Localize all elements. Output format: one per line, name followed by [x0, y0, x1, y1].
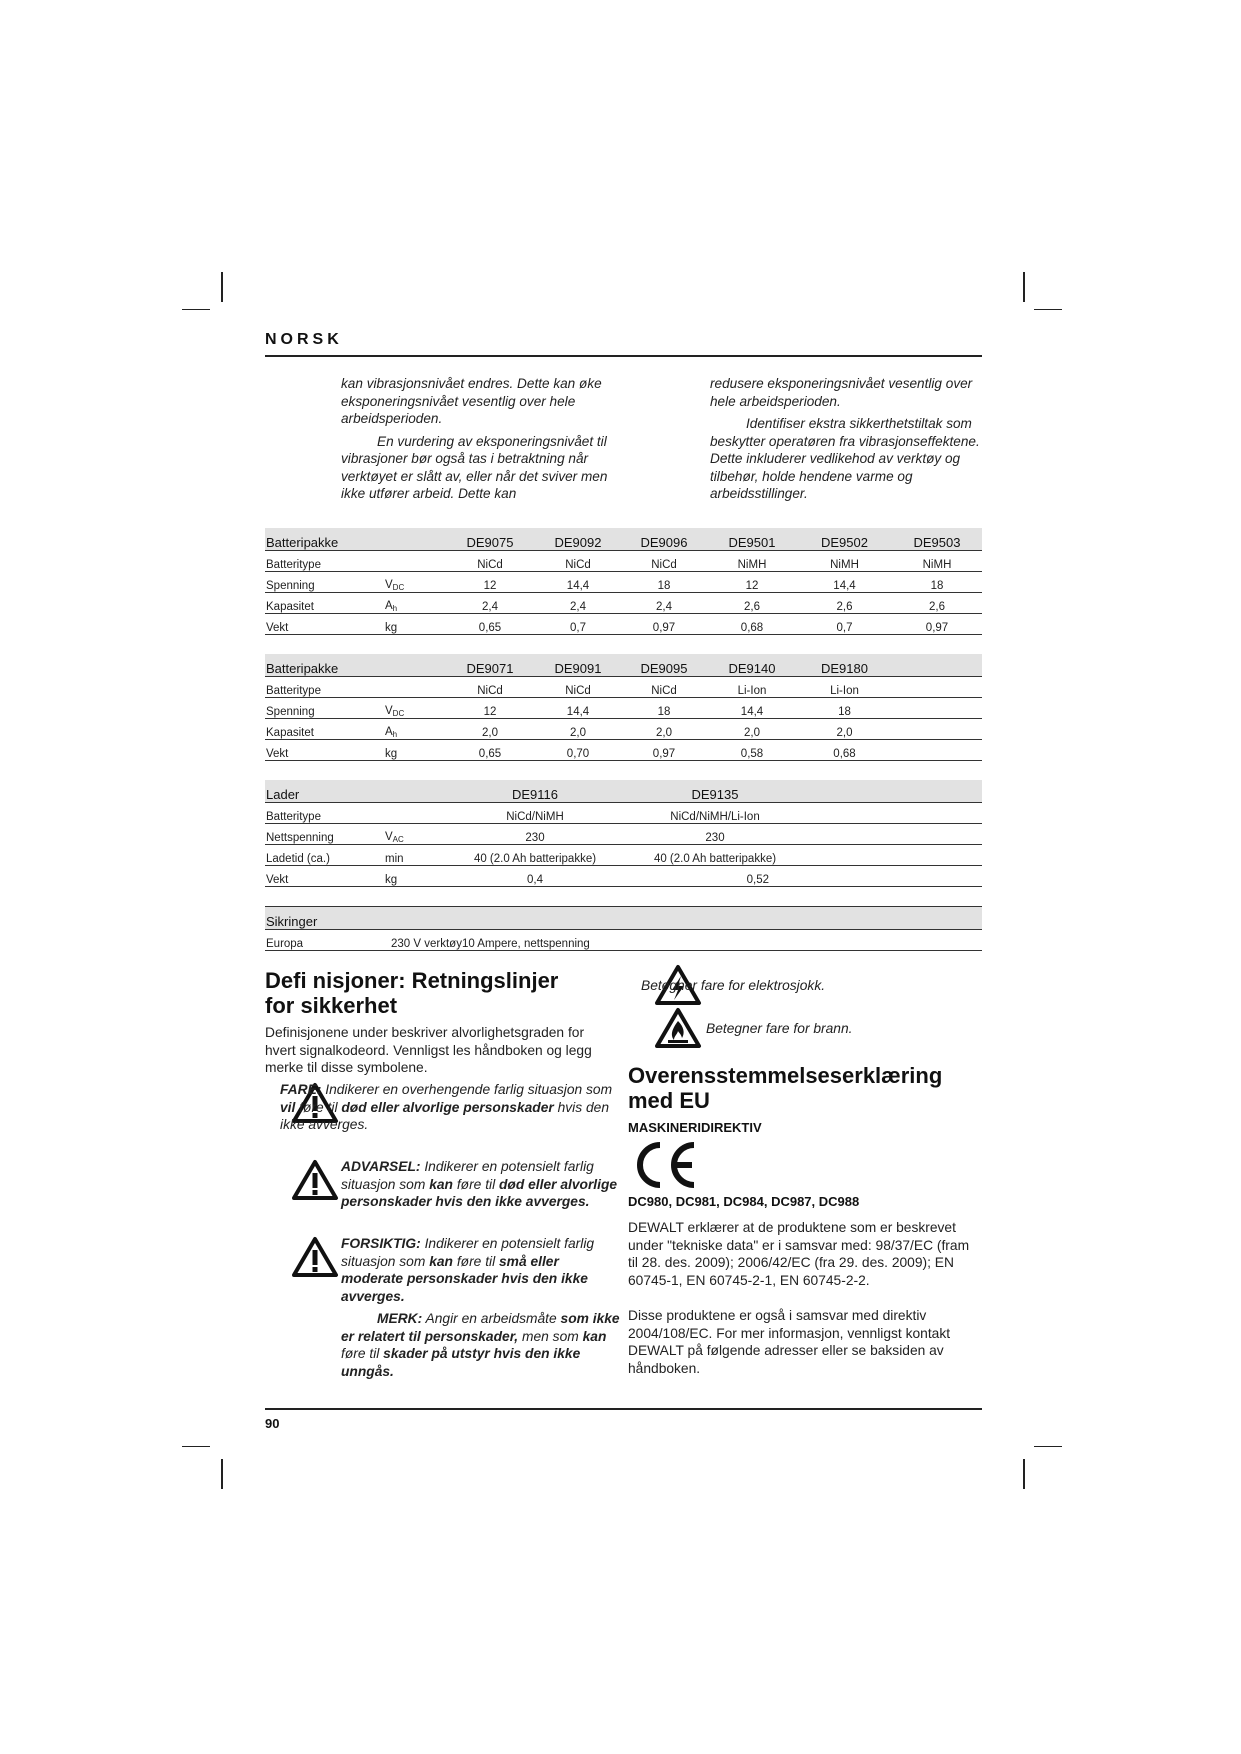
fire-icon	[654, 1007, 702, 1049]
def-text: føre til	[341, 1346, 380, 1362]
table-cell: 2,0	[535, 719, 621, 740]
table-cell: DE9091	[535, 654, 621, 677]
table-cell: Vekt	[265, 866, 385, 887]
table-row	[265, 614, 982, 635]
table-cell: 14,4	[535, 572, 621, 593]
table-cell: 12	[707, 572, 797, 593]
def-text: føre til	[456, 1253, 496, 1269]
table-cell: NiCd/NiMH	[445, 803, 625, 824]
unit-sub: h	[392, 730, 398, 739]
table-cell: 2,4	[621, 593, 707, 614]
def-text: føre til	[299, 1099, 338, 1115]
table-cell: 14,4	[707, 698, 797, 719]
def-bold: som ikke er relatert til personskader,	[341, 1311, 620, 1344]
table-cell: Batteritype	[265, 803, 385, 824]
definitions-title: Defi nisjoner: Retningslinjer for sikkerhet	[265, 968, 559, 1018]
table-cell: DE9503	[892, 528, 982, 551]
crop-mark	[182, 1446, 210, 1447]
table-cell: Ladetid (ca.)	[265, 845, 385, 866]
table-cell: NiMH	[892, 551, 982, 572]
advarsel-definition	[341, 1158, 621, 1211]
table-cell: Spenning	[265, 572, 385, 593]
charger-table	[265, 780, 982, 887]
table-cell: 0,65	[445, 614, 535, 635]
table-row	[265, 866, 982, 887]
def-bold: død eller alvorlige personskader hvis den ikke avverges.	[341, 1176, 618, 1210]
table-cell: 230	[445, 824, 625, 845]
table-cell: 18	[892, 572, 982, 593]
table-cell: NiCd	[445, 677, 535, 698]
table-row	[265, 845, 982, 866]
unit-cell	[385, 593, 445, 614]
table-cell: Batteripakke	[265, 654, 385, 677]
unit-main: V	[385, 705, 393, 717]
unit-cell	[385, 572, 445, 593]
ce-mark	[630, 1137, 700, 1193]
eu-models: DC980, DC981, DC984, DC987, DC988	[628, 1194, 860, 1209]
table-cell: 0,4	[445, 866, 625, 887]
table-cell: DE9180	[797, 654, 892, 677]
table-cell: DE9135	[625, 780, 805, 803]
intro-right-p2: Identifiser ekstra sikkerthetstiltak som beskytter operatøren fra vibrasjonseffektene. Dette inkluderer vedlikehod av verktøy og tilbehør, holde hendene varme og arbeidsstillinger.	[710, 416, 980, 501]
table-row	[265, 740, 982, 761]
table-cell: DE9095	[621, 654, 707, 677]
forsiktig-label: FORSIKTIG:	[341, 1236, 421, 1251]
unit-main: V	[385, 579, 393, 591]
crop-mark	[1034, 309, 1062, 310]
table-cell: 2,0	[621, 719, 707, 740]
table-cell: NiCd	[445, 551, 535, 572]
table-cell: Nettspenning	[265, 824, 385, 845]
table-cell: 2,4	[535, 593, 621, 614]
def-bold: kan	[582, 1328, 607, 1344]
table-row	[265, 803, 982, 824]
table-cell: 14,4	[535, 698, 621, 719]
table-cell: 2,0	[707, 719, 797, 740]
unit-sub: DC	[392, 709, 405, 718]
table-cell: 2,4	[445, 593, 535, 614]
merk-label: MERK:	[377, 1311, 423, 1326]
table-row	[265, 593, 982, 614]
table-cell: 0,70	[535, 740, 621, 761]
crop-mark	[182, 309, 210, 310]
table-cell: DE9501	[707, 528, 797, 551]
table-cell: 40 (2.0 Ah batteripakke)	[625, 845, 805, 866]
def-bold: kan	[429, 1253, 453, 1269]
unit-main: A	[385, 600, 393, 612]
table-cell: Vekt	[265, 740, 385, 761]
crop-mark	[1023, 1459, 1025, 1489]
table-cell: 2,0	[797, 719, 892, 740]
unit-sub: AC	[392, 835, 404, 844]
def-text: Indikerer en potensielt farlig situasjon som	[341, 1236, 595, 1269]
unit-cell: kg	[385, 740, 445, 761]
footer-rule	[265, 1408, 982, 1410]
def-text: hvis den ikke avverges.	[280, 1099, 609, 1133]
table-cell: 0,68	[707, 614, 797, 635]
table-cell: 0,65	[445, 740, 535, 761]
table-cell: Batteripakke	[265, 528, 385, 551]
table-cell: Batteritype	[265, 551, 385, 572]
def-text: føre til	[456, 1176, 496, 1192]
unit-sub: h	[392, 604, 398, 613]
def-bold: små eller moderate personskader hvis den ikke avverges.	[341, 1253, 588, 1304]
unit-cell	[385, 698, 445, 719]
unit-main: V	[385, 831, 393, 843]
table-cell: 0,58	[707, 740, 797, 761]
fire-definition: Betegner fare for brann.	[706, 1021, 853, 1036]
intro-left-p2: En vurdering av eksponeringsnivået til vibrasjoner bør også tas i betraktning når verktøyet er slått av, eller når det sviver men ikke utfører arbeid. Dette kan	[341, 433, 608, 501]
table-cell: 40 (2.0 Ah batteripakke)	[445, 845, 625, 866]
table-cell: 2,0	[445, 719, 535, 740]
def-bold: død eller alvorlige personskader	[341, 1099, 554, 1115]
table-cell: 0,97	[621, 614, 707, 635]
intro-left-p1: kan vibrasjonsnivået endres. Dette kan øke eksponeringsnivået vesentlig over hele arbeidsperioden.	[341, 376, 602, 426]
table-row	[265, 930, 982, 951]
intro-right-column	[710, 375, 980, 503]
table-cell: Sikringer	[265, 907, 385, 930]
def-text: Indikerer en overhengende farlig situasjon som	[325, 1082, 613, 1097]
electro-definition: Betegner fare for elektrosjokk.	[641, 978, 826, 993]
table-cell: 0,97	[892, 614, 982, 635]
battery-table-1	[265, 528, 982, 635]
table-cell: DE9092	[535, 528, 621, 551]
page-language-header: NORSK	[265, 331, 343, 348]
unit-cell: kg	[385, 614, 445, 635]
table-cell: NiCd	[621, 551, 707, 572]
table-cell: 18	[621, 572, 707, 593]
header-rule	[265, 355, 982, 357]
table-cell: DE9140	[707, 654, 797, 677]
crop-mark	[221, 1459, 223, 1489]
def-bold: skader på utstyr hvis den ikke unngås.	[341, 1346, 581, 1379]
table-row	[265, 677, 982, 698]
table-cell: Kapasitet	[265, 719, 385, 740]
table-cell: NiMH	[797, 551, 892, 572]
table-cell: Europa	[265, 930, 385, 951]
table-value: 230 V verktøy10 Ampere, nettspenning	[391, 938, 590, 950]
table-cell: DE9502	[797, 528, 892, 551]
unit-sub: DC	[392, 583, 405, 592]
table-row	[265, 824, 982, 845]
table-cell: NiCd	[621, 677, 707, 698]
table-cell: Vekt	[265, 614, 385, 635]
table-cell: Li-Ion	[707, 677, 797, 698]
table-cell: 0,7	[797, 614, 892, 635]
crop-mark	[221, 272, 223, 302]
table-row	[265, 572, 982, 593]
table-cell: Lader	[265, 780, 385, 803]
unit-cell	[385, 824, 445, 845]
table-row	[265, 551, 982, 572]
forsiktig-definition	[341, 1235, 621, 1305]
table-cell	[625, 866, 805, 887]
eu-title: Overensstemmelseserklæring med EU	[628, 1063, 943, 1113]
fare-definition	[280, 1081, 620, 1134]
table-cell: 2,6	[797, 593, 892, 614]
table-cell: 230	[625, 824, 805, 845]
table-cell: 0,7	[535, 614, 621, 635]
intro-left-column	[341, 375, 631, 503]
table-row	[265, 698, 982, 719]
table-cell: Kapasitet	[265, 593, 385, 614]
table-cell: 2,6	[707, 593, 797, 614]
unit-cell: kg	[385, 866, 445, 887]
table-cell: DE9075	[445, 528, 535, 551]
fuse-table	[265, 906, 982, 951]
table-cell: NiCd/NiMH/Li-Ion	[625, 803, 805, 824]
table-cell: 12	[445, 698, 535, 719]
table-cell: 0,68	[797, 740, 892, 761]
table-cell: DE9071	[445, 654, 535, 677]
eu-subtitle: MASKINERIDIREKTIV	[628, 1120, 762, 1135]
table-cell: NiCd	[535, 677, 621, 698]
table-header-row	[265, 654, 982, 677]
advarsel-label: ADVARSEL:	[341, 1159, 421, 1174]
table-header-row	[265, 780, 982, 803]
unit-cell: min	[385, 845, 445, 866]
table-cell: NiMH	[707, 551, 797, 572]
def-text: men som	[522, 1328, 579, 1344]
warning-icon	[291, 1159, 339, 1201]
fare-label: FARE:	[280, 1082, 322, 1097]
table-cell	[385, 930, 982, 951]
unit-cell	[385, 719, 445, 740]
battery-table-2	[265, 654, 982, 761]
warning-icon	[291, 1236, 339, 1278]
crop-mark	[1023, 272, 1025, 302]
table-cell: DE9116	[445, 780, 625, 803]
table-cell: 0,97	[621, 740, 707, 761]
def-text: Indikerer en potensielt farlig situasjon som	[341, 1159, 594, 1192]
page-number: 90	[265, 1416, 280, 1431]
table-row	[265, 719, 982, 740]
table-header-row	[265, 907, 982, 930]
table-cell: 18	[621, 698, 707, 719]
table-cell: 2,6	[892, 593, 982, 614]
eu-text2: Disse produktene er også i samsvar med direktiv 2004/108/EC. For mer informasjon, vennligst kontakt DEWALT på følgende adresser eller se baksiden av håndboken.	[628, 1308, 951, 1376]
eu-text1: DEWALT erklærer at de produktene som er beskrevet under "tekniske data" er i samsvar med: 98/37/EC (fram til 28. des. 2009); 2006/42/EC (fra 29. des. 2009); EN 60745-1, EN 60745-2-1, EN 60745-2-2.	[628, 1220, 970, 1288]
table-cell: DE9096	[621, 528, 707, 551]
table-header-row	[265, 528, 982, 551]
def-bold: kan	[429, 1176, 453, 1192]
def-text: Angir en arbeidsmåte	[425, 1311, 557, 1326]
table-cell: Spenning	[265, 698, 385, 719]
table-cell: 12	[445, 572, 535, 593]
table-cell: Batteritype	[265, 677, 385, 698]
intro-right-p1: redusere eksponeringsnivået vesentlig over hele arbeidsperioden.	[710, 376, 973, 409]
table-cell: NiCd	[535, 551, 621, 572]
table-cell: 18	[797, 698, 892, 719]
table-cell: 14,4	[797, 572, 892, 593]
merk-definition	[341, 1310, 631, 1380]
table-value: 0,52	[746, 874, 769, 886]
ce-mark-graphic	[630, 1137, 700, 1193]
def-bold: vil	[280, 1099, 296, 1115]
table-cell: Li-Ion	[797, 677, 892, 698]
crop-mark	[1034, 1446, 1062, 1447]
unit-main: A	[385, 726, 393, 738]
definitions-intro: Definisjonene under beskriver alvorlighetsgraden for hvert signalkodeord. Vennligst les håndboken og legg merke til disse symbolene.	[265, 1025, 592, 1076]
